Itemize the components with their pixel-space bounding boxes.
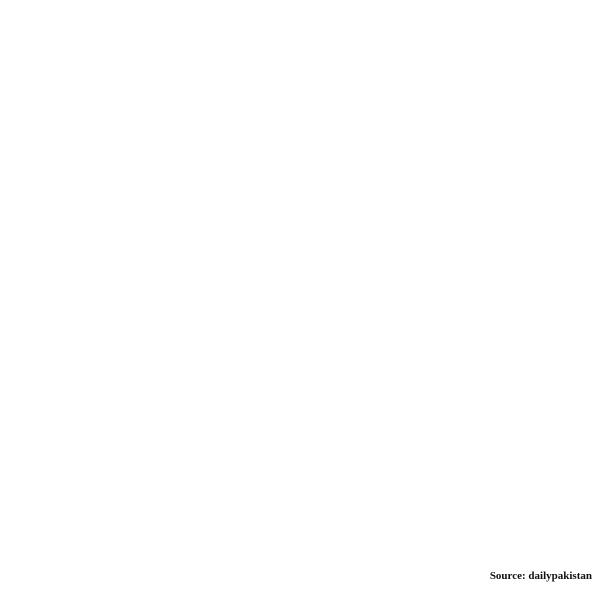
source-credit: Source: dailypakistan [489, 570, 592, 582]
